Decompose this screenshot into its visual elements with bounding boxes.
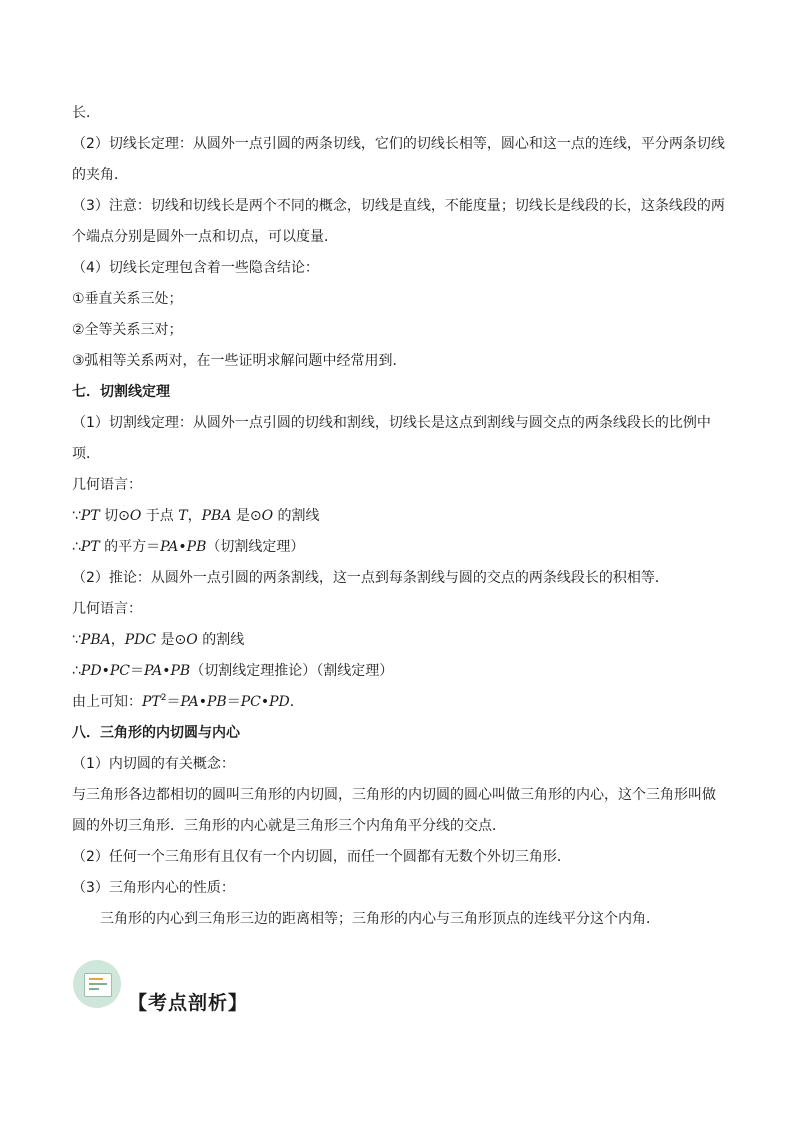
document-badge-icon [73, 960, 121, 1008]
math-line: 由上可知：$PT^2=PA•PB=PC•PD$． [72, 693, 304, 710]
document-icon [84, 973, 112, 997]
section-heading: 八．三角形的内切圆与内心 [72, 725, 240, 741]
text-line: （1）内切圆的有关概念： [72, 756, 235, 772]
text-line: 长． [72, 105, 100, 121]
text-line: 几何语言： [72, 601, 142, 617]
text-line: （1）切割线定理：从圆外一点引圆的切线和割线，切线长是这点到割线与圆交点的两条线段长的比例中 [72, 415, 711, 431]
section-heading: 七．切割线定理 [72, 384, 170, 400]
text-line: （3）三角形内心的性质： [72, 880, 235, 896]
text-line: 几何语言： [72, 477, 142, 493]
math-line: ∵PT 切⊙O 于点 T，PBA 是⊙O 的割线 [72, 508, 320, 524]
text-line: （4）切线长定理包含着一些隐含结论： [72, 260, 319, 276]
list-item: ③弧相等关系两对，在一些证明求解问题中经常用到． [72, 353, 407, 369]
list-item: ①垂直关系三处； [72, 291, 183, 307]
text-line: 三角形的内心到三角形三边的距离相等；三角形的内心与三角形顶点的连线平分这个内角． [100, 911, 660, 927]
math-line: ∵PBA，PDC 是⊙O 的割线 [72, 632, 245, 648]
math-line: ∴PT 的平方＝PA•PB（切割线定理） [72, 539, 305, 555]
math-line: ∴PD•PC＝PA•PB（切割线定理推论）（割线定理） [72, 663, 394, 679]
text-line: （2）切线长定理：从圆外一点引圆的两条切线，它们的切线长相等，圆心和这一点的连线，平分两条切线 [72, 136, 725, 152]
text-line: （2）任何一个三角形有且仅有一个内切圆，而任一个圆都有无数个外切三角形． [72, 849, 571, 865]
section-title: 【考点剖析】 [128, 992, 249, 1014]
text-line: 项． [72, 446, 100, 462]
text-line: 与三角形各边都相切的圆叫三角形的内切圆，三角形的内切圆的圆心叫做三角形的内心，这个三角形叫做 [72, 787, 716, 803]
text-line: 的夹角． [72, 167, 128, 183]
text-line: 个端点分别是圆外一点和切点，可以度量． [72, 229, 338, 245]
text-line: （3）注意：切线和切线长是两个不同的概念，切线是直线，不能度量；切线长是线段的长，这条线段的两 [72, 198, 725, 214]
text-line: （2）推论：从圆外一点引圆的两条割线，这一点到每条割线与圆的交点的两条线段长的积相等． [72, 570, 669, 586]
text-line: 圆的外切三角形．三角形的内心就是三角形三个内角角平分线的交点． [72, 818, 506, 834]
list-item: ②全等关系三对； [72, 322, 183, 338]
